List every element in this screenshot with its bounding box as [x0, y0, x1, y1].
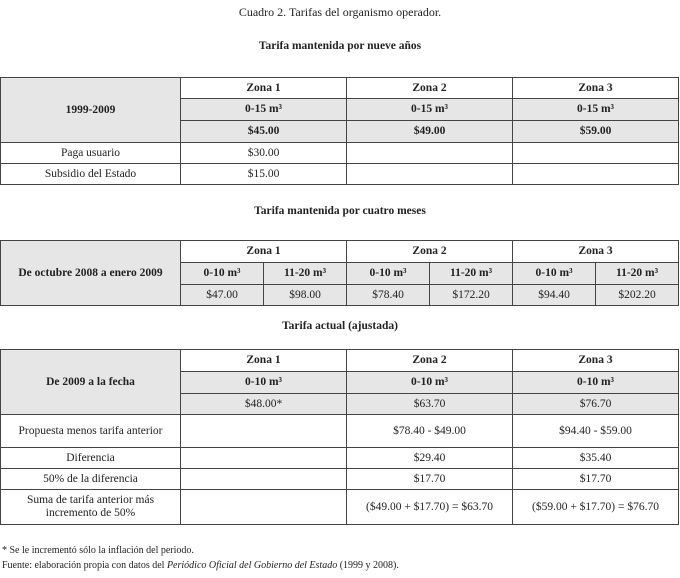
table2-zone-3: Zona 3	[513, 241, 679, 263]
table1-zone-3: Zona 3	[513, 78, 679, 99]
table3-cell: $94.40 - $59.00	[513, 415, 679, 448]
table1-row-label: Paga usuario	[1, 143, 181, 164]
table2-tariff: $202.20	[596, 285, 679, 306]
table3	[0, 349, 679, 525]
table2-range: 0-10 m³	[347, 263, 430, 285]
table3-row-label: Propuesta menos tarifa anterior	[1, 415, 181, 448]
table3-row-label: Diferencia	[1, 448, 181, 469]
table3-tariff-3: $76.70	[513, 394, 679, 415]
table3-cell	[181, 448, 347, 469]
table2-range: 0-10 m³	[181, 263, 264, 285]
table2-tariff: $78.40	[347, 285, 430, 306]
table1-tariff-2: $49.00	[347, 121, 513, 143]
table2-range: 11-20 m³	[430, 263, 513, 285]
table3-tariff-1: $48.00*	[181, 394, 347, 415]
table3-cell	[181, 490, 347, 525]
source-suffix: (1999 y 2008).	[337, 560, 399, 571]
table3-row-label: Suma de tarifa anterior más incremento de 50%	[1, 490, 181, 525]
table1-title: Tarifa mantenida por nueve años	[258, 40, 422, 52]
table3-range-1: 0-10 m³	[181, 372, 347, 394]
source-note	[2, 560, 399, 571]
table3-cell: $17.70	[347, 469, 513, 490]
table1-cell	[347, 143, 513, 164]
table3-cell: ($49.00 + $17.70) = $63.70	[347, 490, 513, 525]
table1-zone-2: Zona 2	[347, 78, 513, 99]
asterisk-note: * Se le incrementó sólo la inflación del periodo.	[2, 545, 194, 556]
table-caption: Cuadro 2. Tarifas del organismo operador.	[238, 5, 442, 19]
table3-cell: $17.70	[513, 469, 679, 490]
table2-tariff: $172.20	[430, 285, 513, 306]
table3-cell: $29.40	[347, 448, 513, 469]
table2-zone-2: Zona 2	[347, 241, 513, 263]
table1-range-3: 0-15 m³	[513, 99, 679, 121]
source-prefix: Fuente: elaboración propia con datos del	[2, 560, 167, 571]
table1	[0, 77, 679, 185]
table3-tariff-2: $63.70	[347, 394, 513, 415]
table1-cell: $15.00	[181, 164, 347, 185]
table1-row-label: Subsidio del Estado	[1, 164, 181, 185]
table1-tariff-3: $59.00	[513, 121, 679, 143]
table2-period: De octubre 2008 a enero 2009	[1, 241, 181, 306]
table3-range-3: 0-10 m³	[513, 372, 679, 394]
table3-zone-1: Zona 1	[181, 350, 347, 372]
table3-title: Tarifa actual (ajustada)	[282, 320, 398, 332]
table3-cell: $35.40	[513, 448, 679, 469]
table1-zone-1: Zona 1	[181, 78, 347, 99]
table3-cell	[181, 469, 347, 490]
table1-range-2: 0-15 m³	[347, 99, 513, 121]
table1-cell: $30.00	[181, 143, 347, 164]
table1-cell	[513, 143, 679, 164]
table2-range: 0-10 m³	[513, 263, 596, 285]
table3-zone-2: Zona 2	[347, 350, 513, 372]
table2-range: 11-20 m³	[264, 263, 347, 285]
table3-cell: ($59.00 + $17.70) = $76.70	[513, 490, 679, 525]
table3-row-label: 50% de la diferencia	[1, 469, 181, 490]
table1-range-1: 0-15 m³	[181, 99, 347, 121]
table2-tariff: $98.00	[264, 285, 347, 306]
table3-period: De 2009 a la fecha	[1, 350, 181, 415]
table3-range-2: 0-10 m³	[347, 372, 513, 394]
table2-tariff: $94.40	[513, 285, 596, 306]
table3-cell	[181, 415, 347, 448]
table2-zone-1: Zona 1	[181, 241, 347, 263]
table2-range: 11-20 m³	[596, 263, 679, 285]
table2	[0, 240, 679, 306]
source-publication: Periódico Oficial del Gobierno del Estado	[166, 560, 338, 571]
table1-cell	[347, 164, 513, 185]
table1-period: 1999-2009	[1, 78, 181, 143]
table1-cell	[513, 164, 679, 185]
table2-title: Tarifa mantenida por cuatro meses	[254, 205, 426, 217]
table3-zone-3: Zona 3	[513, 350, 679, 372]
table2-tariff: $47.00	[181, 285, 264, 306]
table3-cell: $78.40 - $49.00	[347, 415, 513, 448]
table1-tariff-1: $45.00	[181, 121, 347, 143]
